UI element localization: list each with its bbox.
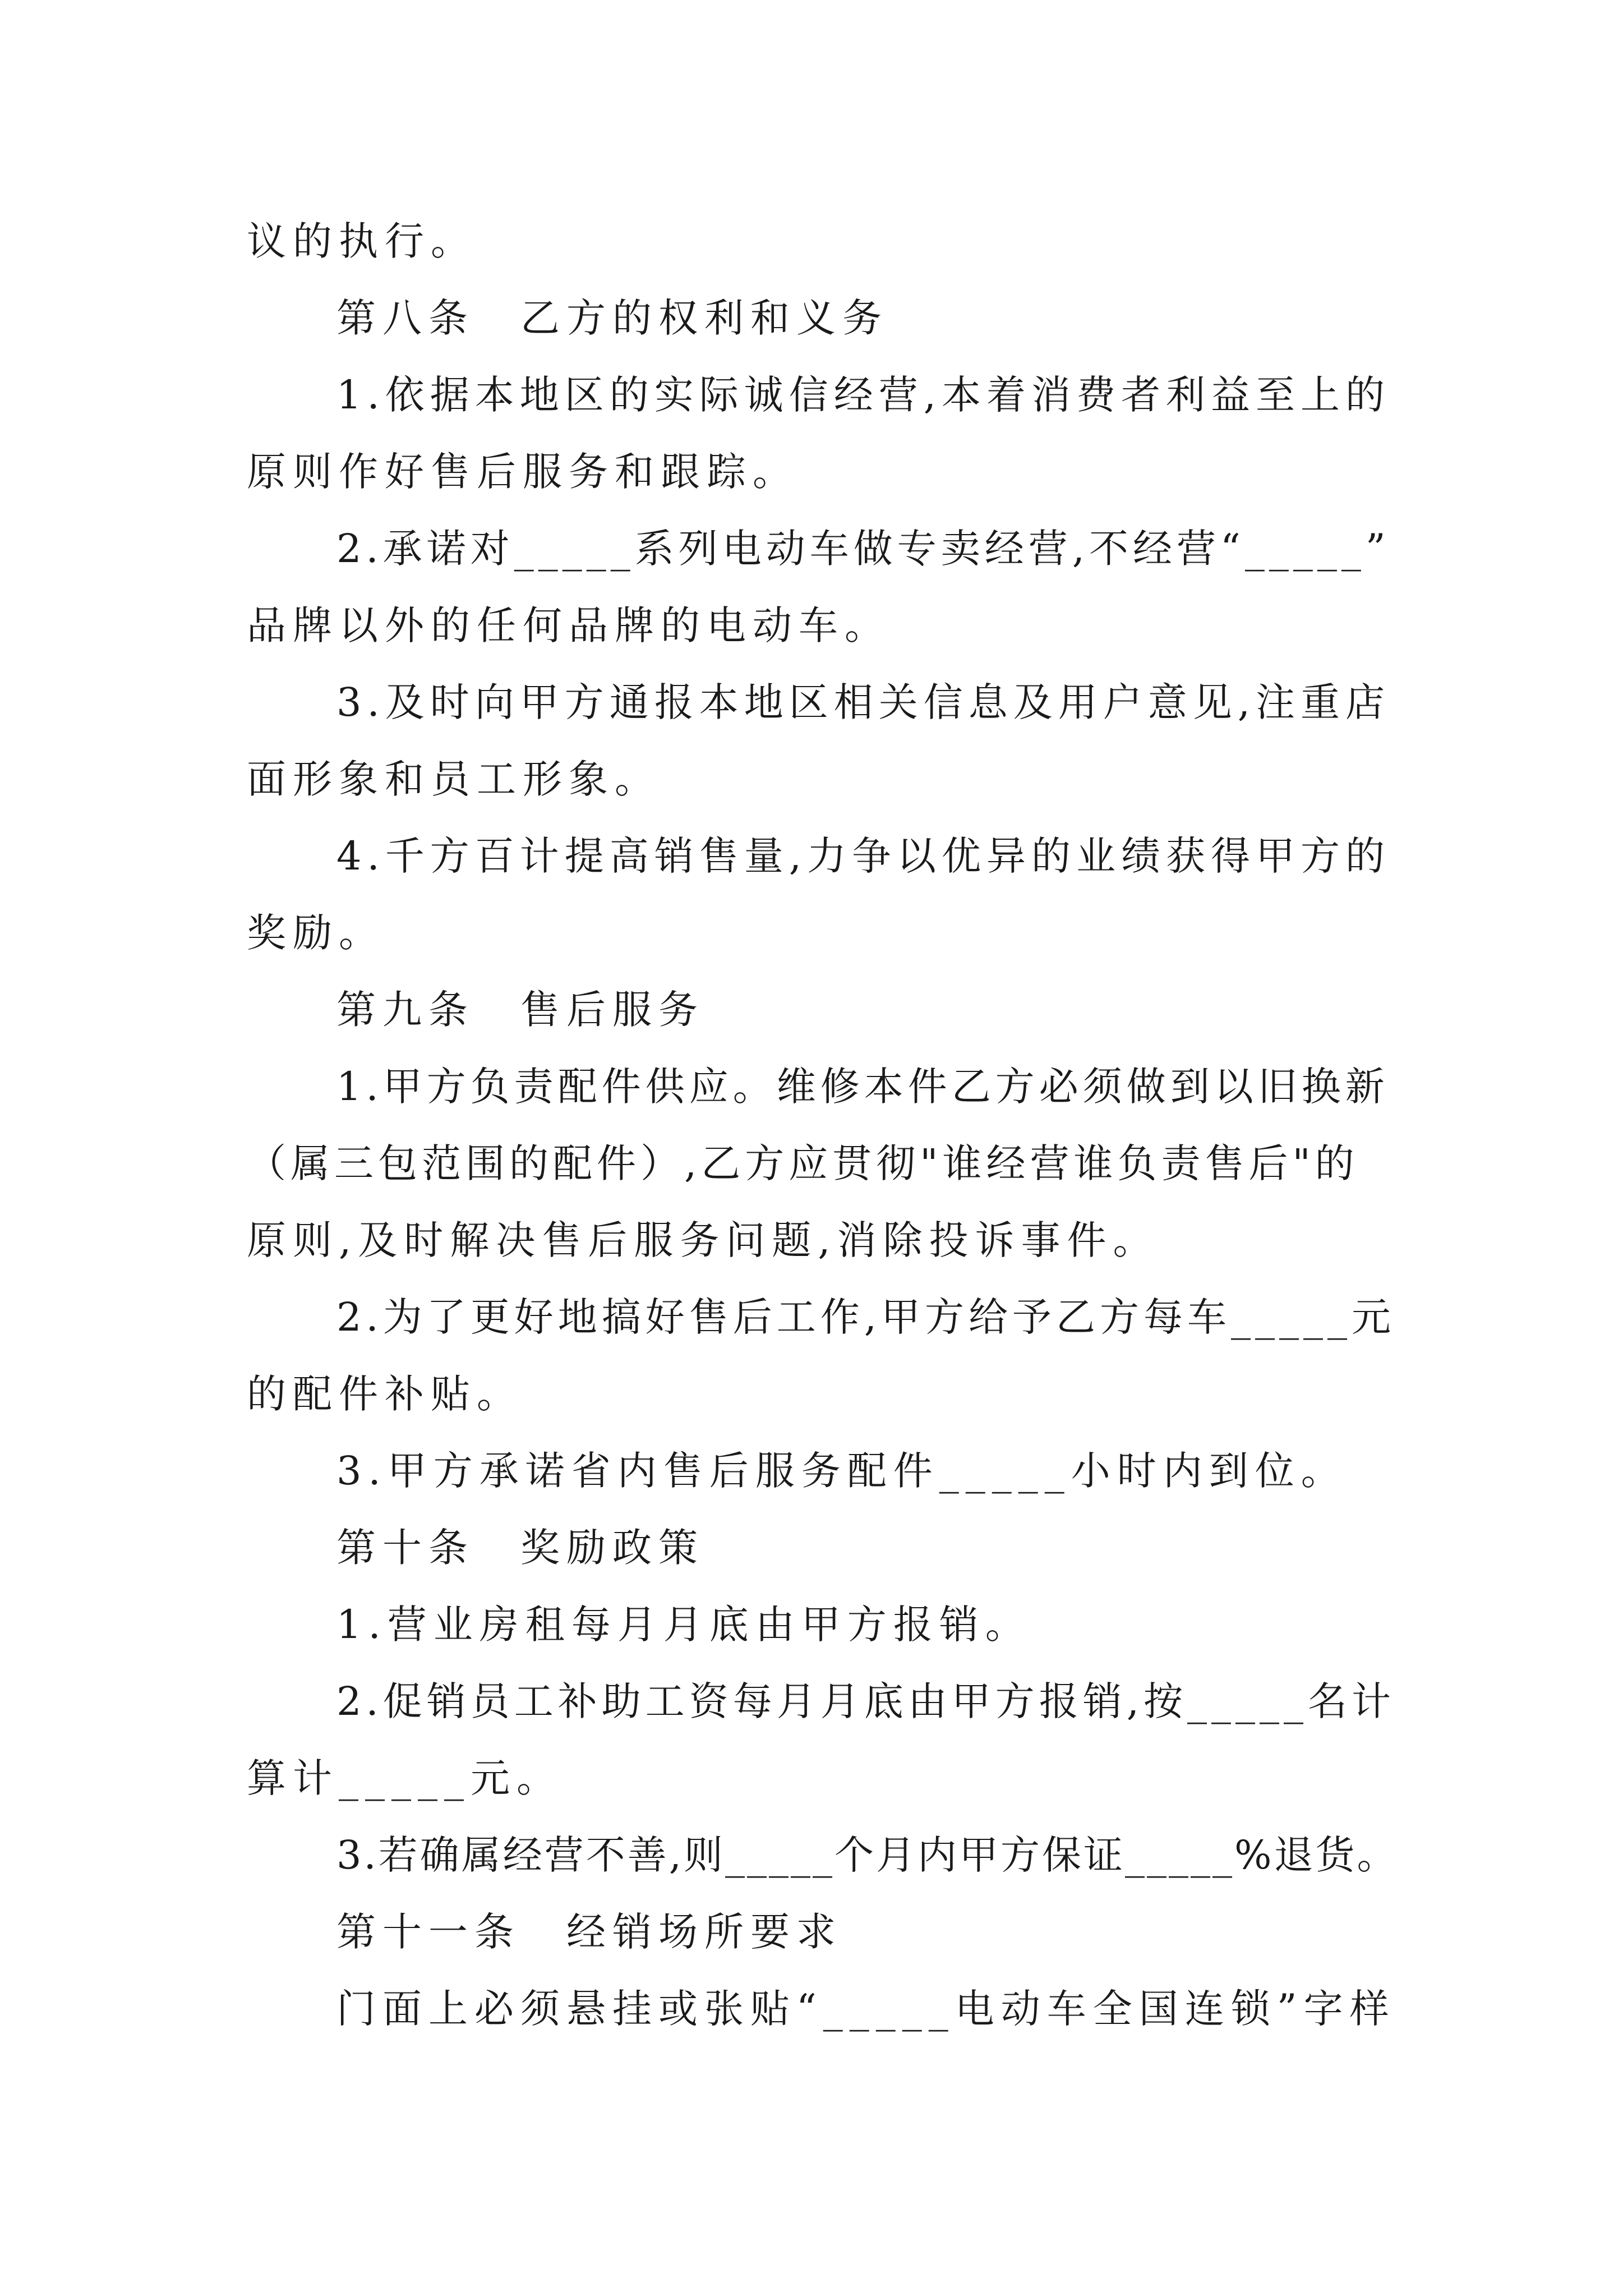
article-9-item-3: 3.甲方承诺省内售后服务配件_____小时内到位。 xyxy=(336,1448,1347,1494)
article-8-item-2: 2.承诺对_____系列电动车做专卖经营,不经营“_____” xyxy=(336,526,1390,572)
article-11-heading: 第十一条 经销场所要求 xyxy=(336,1909,842,1955)
article-8-item-4-cont: 奖励。 xyxy=(247,910,385,956)
article-9-item-1-cont2: 原则,及时解决售后服务问题,消除投诉事件。 xyxy=(247,1217,1159,1263)
article-9-heading: 第九条 售后服务 xyxy=(336,987,704,1033)
text-line-continuation: 议的执行。 xyxy=(247,218,477,264)
article-8-item-1: 1.依据本地区的实际诚信经营,本着消费者利益至上的 xyxy=(336,372,1391,418)
article-8-item-2-cont: 品牌以外的任何品牌的电动车。 xyxy=(247,602,891,648)
article-10-item-2-cont: 算计_____元。 xyxy=(247,1755,562,1801)
article-11-text: 门面上必须悬挂或张贴“_____电动车全国连锁”字样 xyxy=(336,1986,1396,2032)
article-10-heading: 第十条 奖励政策 xyxy=(336,1525,704,1571)
article-9-item-2-cont: 的配件补贴。 xyxy=(247,1371,523,1417)
article-9-item-2: 2.为了更好地搞好售后工作,甲方给予乙方每车_____元 xyxy=(336,1294,1396,1340)
article-10-item-1: 1.营业房租每月月底由甲方报销。 xyxy=(336,1602,1031,1648)
article-8-item-3: 3.及时向甲方通报本地区相关信息及用户意见,注重店 xyxy=(336,679,1391,725)
article-8-item-1-cont: 原则作好售后服务和跟踪。 xyxy=(247,449,799,495)
article-9-item-1: 1.甲方负责配件供应。维修本件乙方必须做到以旧换新 xyxy=(336,1064,1389,1110)
article-8-item-3-cont: 面形象和员工形象。 xyxy=(247,756,661,802)
article-8-item-4: 4.千方百计提高销售量,力争以优异的业绩获得甲方的 xyxy=(336,833,1391,879)
article-9-item-1-cont: （属三包范围的配件）,乙方应贯彻"谁经营谁负责售后"的 xyxy=(247,1140,1359,1186)
article-10-item-2: 2.促销员工补助工资每月月底由甲方报销,按_____名计 xyxy=(336,1678,1396,1724)
article-8-heading: 第八条 乙方的权利和义务 xyxy=(336,295,888,341)
article-10-item-3: 3.若确属经营不善,则_____个月内甲方保证_____%退货。 xyxy=(336,1832,1399,1878)
